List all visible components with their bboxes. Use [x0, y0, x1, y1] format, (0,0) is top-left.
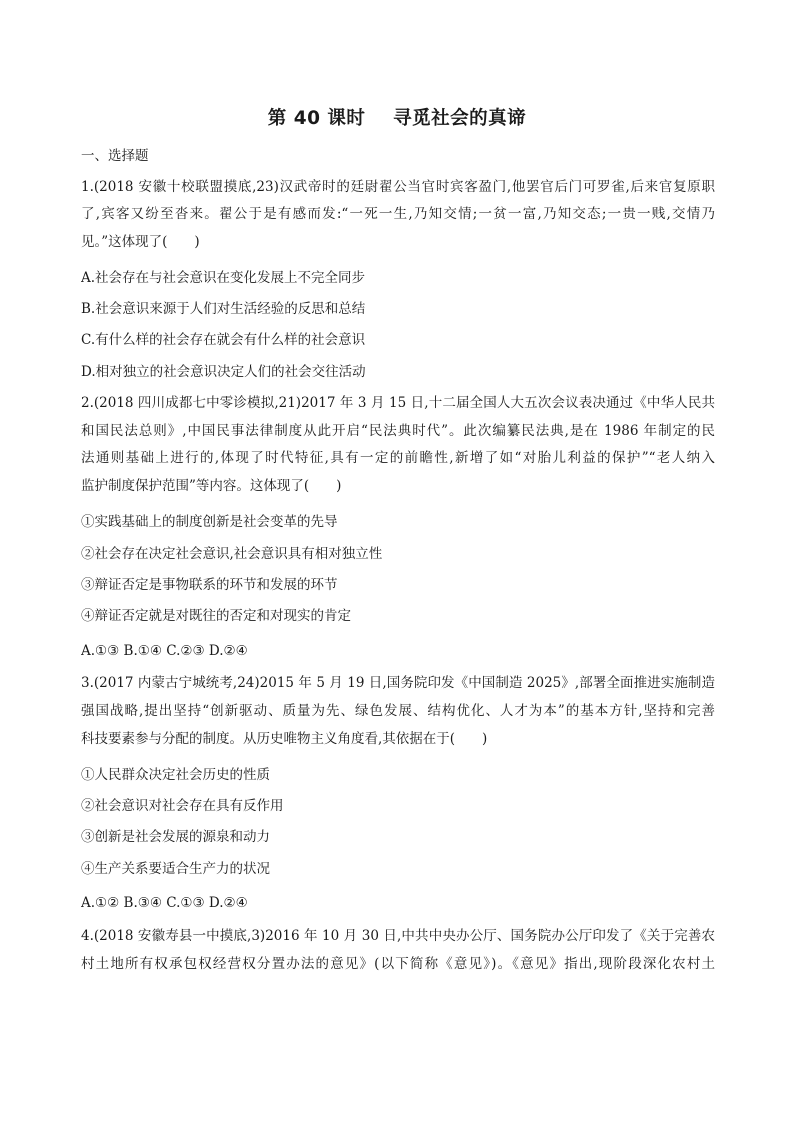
- question-3-choices: A.①② B.③④ C.①③ D.②④: [81, 895, 248, 911]
- question-2-stem-line-4: 监护制度保护范围”等内容。这体现了( ): [81, 478, 342, 494]
- question-2-stem-line-2: 和国民法总则》,中国民事法律制度从此开启“民法典时代”。此次编纂民法典,是在 1986 年制定的民: [81, 423, 715, 439]
- question-2-stem-line-3: 法通则基础上进行的,体现了时代特征,具有一定的前瞻性,新增了如“对胎儿利益的保护”“老人纳入: [81, 450, 715, 466]
- question-4-stem-line-1: 4.(2018 安徽寿县一中摸底,3)2016 年 10 月 30 日,中共中央办公厅、国务院办公厅印发了《关于完善农: [81, 928, 715, 944]
- question-1-stem-line-3: 见。”这体现了( ): [81, 234, 200, 250]
- question-3-statement-1: ①人民群众决定社会历史的性质: [81, 767, 270, 783]
- question-1-stem-line-1: 1.(2018 安徽十校联盟摸底,23)汉武帝时的廷尉翟公当官时宾客盈门,他罢官后门可罗雀,后来官复原职: [81, 179, 715, 195]
- question-3-statement-3: ③创新是社会发展的源泉和动力: [81, 829, 270, 845]
- question-1-option-c: C.有什么样的社会存在就会有什么样的社会意识: [81, 332, 366, 348]
- question-3-stem-line-2: 强国战略,提出坚持“创新驱动、质量为先、绿色发展、结构优化、人才为本”的基本方针,坚持和完善: [81, 703, 715, 719]
- question-3-stem-line-1: 3.(2017 内蒙古宁城统考,24)2015 年 5 月 19 日,国务院印发《中国制造 2025》,部署全面推进实施制造: [81, 675, 715, 691]
- page-title: 第 40 课时 寻觅社会的真谛: [267, 108, 527, 129]
- question-1-stem-line-2: 了,宾客又纷至沓来。翟公于是有感而发:“一死一生,乃知交情;一贫一富,乃知交态;一贵一贱,交情乃: [81, 206, 715, 222]
- question-1-option-d: D.相对独立的社会意识决定人们的社会交往活动: [81, 364, 366, 380]
- question-2-stem-line-1: 2.(2018 四川成都七中零诊模拟,21)2017 年 3 月 15 日,十二届全国人大五次会议表决通过《中华人民共: [81, 395, 715, 411]
- question-2-statement-3: ③辩证否定是事物联系的环节和发展的环节: [81, 577, 338, 593]
- question-2-choices: A.①③ B.①④ C.②③ D.②④: [81, 643, 248, 659]
- section-heading: 一、选择题: [81, 148, 149, 164]
- question-3-statement-4: ④生产关系要适合生产力的状况: [81, 861, 270, 877]
- question-3-statement-2: ②社会意识对社会存在具有反作用: [81, 798, 284, 814]
- question-4-stem-line-2: 村土地所有权承包权经营权分置办法的意见》(以下简称《意见》)。《意见》指出,现阶段深化农村土: [81, 956, 715, 972]
- question-3-stem-line-3: 科技要素参与分配的制度。从历史唯物主义角度看,其依据在于( ): [81, 731, 488, 747]
- question-2-statement-4: ④辩证否定就是对既往的否定和对现实的肯定: [81, 608, 351, 624]
- question-2-statement-2: ②社会存在决定社会意识,社会意识具有相对独立性: [81, 546, 383, 562]
- question-1-option-a: A.社会存在与社会意识在变化发展上不完全同步: [81, 270, 366, 286]
- question-2-statement-1: ①实践基础上的制度创新是社会变革的先导: [81, 514, 338, 530]
- question-1-option-b: B.社会意识来源于人们对生活经验的反思和总结: [81, 301, 366, 317]
